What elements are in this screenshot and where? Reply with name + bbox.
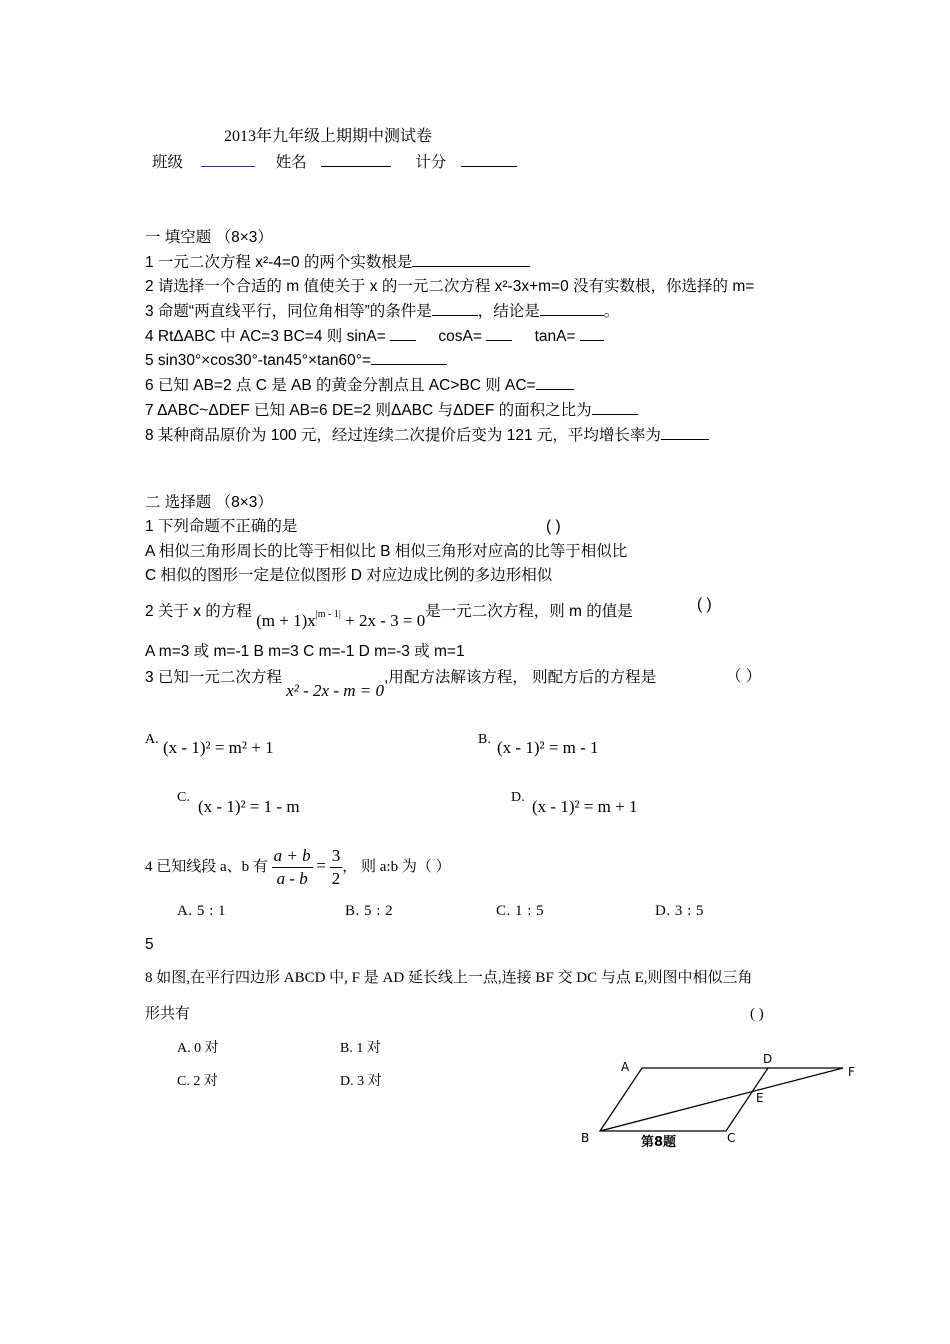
s2-q3-option-b: (x - 1)² = m - 1 (497, 738, 599, 757)
s2-question-4 (145, 841, 451, 891)
label-d: D (763, 1052, 773, 1066)
parallelogram-figure (575, 1045, 865, 1160)
s2-q1-options-ab: A 相似三角形周长的比等于相似比 B 相似三角形对应高的比等于相似比 (145, 543, 628, 560)
s2-q4-option-d: D. 3 : 5 (655, 903, 704, 919)
label-a: A (621, 1060, 630, 1074)
s1-q6-text: 6 已知 AB=2 点 C 是 AB 的黄金分割点且 AC>BC 则 AC= (145, 377, 536, 394)
s1-question-1 (145, 252, 530, 273)
s2-q3-option-c-label: C. (177, 790, 190, 805)
s2-q4-fraction-2 (330, 845, 343, 890)
s1-question-7 (145, 400, 638, 421)
section2-heading: 二 选择题 （8×3） (145, 494, 273, 511)
s2-q4-pre: 4 已知线段 a、b 有 (145, 859, 268, 875)
s2-q3-equation: x² - 2x - m = 0 (286, 681, 385, 700)
label-b: B (581, 1131, 590, 1145)
s1-q4-text-b: cosA= (438, 328, 482, 345)
s1-q3-text-c: 。 (603, 303, 620, 320)
s2-q2-eq-a: (m + 1)x (256, 611, 316, 630)
s1-q4-blank-1[interactable] (390, 326, 416, 341)
s1-q4-blank-3[interactable] (580, 326, 604, 341)
s1-q7-blank[interactable] (592, 400, 638, 415)
s1-question-2: 2 请选择一个合适的 m 值使关于 x 的一元二次方程 x²-3x+m=0 没有实数根，你选择的 m= (145, 278, 755, 295)
s2-q4-frac1-numerator: a + b (272, 845, 313, 868)
s1-q4-blank-2[interactable] (486, 326, 512, 341)
s2-question-8-line1: 8 如图,在平行四边形 ABCD 中, F 是 AD 延长线上一点,连接 BF 交 DC 与点 E,则图中相似三角 (145, 970, 753, 986)
s2-q4-fraction-1 (272, 845, 313, 890)
s2-q3-option-d-label: D. (511, 790, 525, 805)
s2-q3-option-b-label: B. (478, 732, 491, 747)
s2-q1-options-cd: C 相似的图形一定是位似图形 D 对应边成比例的多边形相似 (145, 567, 553, 584)
section1-heading: 一 填空题 （8×3） (145, 229, 273, 246)
s1-q7-text: 7 ΔABC~ΔDEF 已知 AB=6 DE=2 则ΔABC 与ΔDEF 的面积之比为 (145, 402, 592, 419)
s2-q8-option-b: B. 1 对 (340, 1041, 381, 1056)
s1-question-4 (145, 326, 604, 347)
s1-q3-text-a: 3 命题“两直线平行，同位角相等”的条件是 (145, 303, 432, 320)
s2-q3-option-a-label: A. (145, 732, 159, 747)
s2-q2-options: A m=3 或 m=-1 B m=3 C m=-1 D m=-3 或 m=1 (145, 643, 465, 660)
header-row (152, 152, 517, 173)
name-blank[interactable] (321, 152, 391, 167)
s2-q8-option-d: D. 3 对 (340, 1074, 382, 1089)
name-label: 姓名 (275, 154, 307, 171)
s2-q3-pre: 3 已知一元二次方程 (145, 669, 282, 686)
s2-q2-eq-exponent: |m - 1| (315, 609, 341, 620)
s2-question-5: 5 (145, 936, 154, 953)
s2-q4-option-a: A. 5 : 1 (177, 903, 226, 919)
s1-q8-blank[interactable] (661, 425, 709, 440)
s1-q3-blank-2[interactable] (540, 301, 604, 316)
s2-q3-option-d: (x - 1)² = m + 1 (532, 797, 638, 816)
class-label: 班级 (152, 154, 184, 171)
s2-q2-equation (256, 611, 425, 630)
s1-question-5 (145, 350, 447, 371)
s2-question-2 (145, 595, 633, 630)
page-title: 2013年九年级上期期中测试卷 (224, 128, 433, 145)
s1-q8-text: 8 某种商品原价为 100 元，经过连续二次提价后变为 121 元，平均增长率为 (145, 427, 661, 444)
s1-q1-text: 1 一元二次方程 x²-4=0 的两个实数根是 (145, 254, 413, 271)
s2-q4-frac1-denominator: a - b (276, 869, 308, 889)
s1-q3-text-b: ，结论是 (477, 303, 540, 320)
s2-q3-option-c: (x - 1)² = 1 - m (198, 797, 300, 816)
s2-q8-option-a: A. 0 对 (177, 1041, 219, 1056)
s2-question-1: 1 下列命题不正确的是 (145, 518, 298, 535)
s2-q3-option-a: (x - 1)² = m² + 1 (163, 738, 274, 757)
label-f: F (848, 1065, 855, 1079)
s1-q4-text-a: 4 RtΔABC 中 AC=3 BC=4 则 sinA= (145, 328, 386, 345)
s2-q2-pre: 2 关于 x 的方程 (145, 603, 252, 620)
s1-question-8 (145, 425, 709, 446)
s1-q5-blank[interactable] (371, 350, 447, 365)
score-label: 计分 (415, 154, 447, 171)
s2-question-8-line2: 形共有 (145, 1006, 191, 1022)
s2-q8-answer-paren[interactable]: ( ) (750, 1006, 764, 1022)
s1-q4-text-c: tanA= (534, 328, 576, 345)
score-blank[interactable] (461, 152, 517, 167)
s1-q6-blank[interactable] (536, 375, 574, 390)
s2-q4-frac2-denominator: 2 (331, 869, 341, 889)
s2-q4-post: ， 则 a:b 为（ ） (342, 859, 451, 875)
s2-q3-post: ,用配方法解该方程， 则配方后的方程是 (384, 669, 657, 686)
s2-q1-answer-paren[interactable]: ( ) (546, 518, 561, 535)
label-e: E (756, 1091, 764, 1105)
class-blank[interactable] (201, 152, 255, 167)
s1-question-6 (145, 375, 574, 396)
s2-q8-option-c: C. 2 对 (177, 1074, 218, 1089)
parallelogram-abcd (600, 1068, 768, 1131)
s2-q3-answer-paren[interactable]: （ ） (726, 668, 762, 685)
s1-q1-blank[interactable] (412, 252, 530, 267)
s1-q3-blank-1[interactable] (432, 301, 478, 316)
label-c: C (727, 1131, 736, 1145)
s2-q2-answer-paren[interactable]: ( ) (697, 596, 712, 613)
s2-question-3 (145, 667, 657, 700)
figure-caption: 第8题 (641, 1135, 677, 1150)
s1-q5-text: 5 sin30°×cos30°-tan45°×tan60°= (145, 352, 372, 369)
s2-q4-option-b: B. 5 : 2 (345, 903, 394, 919)
s2-q2-eq-b: + 2x - 3 = 0 (340, 611, 426, 630)
s1-question-3 (145, 301, 619, 322)
s2-q2-post: 是一元二次方程，则 m 的值是 (425, 603, 633, 620)
s2-q4-equals: = (316, 856, 326, 875)
s2-q4-option-c: C. 1 : 5 (496, 903, 545, 919)
s2-q4-frac2-numerator: 3 (330, 845, 343, 868)
